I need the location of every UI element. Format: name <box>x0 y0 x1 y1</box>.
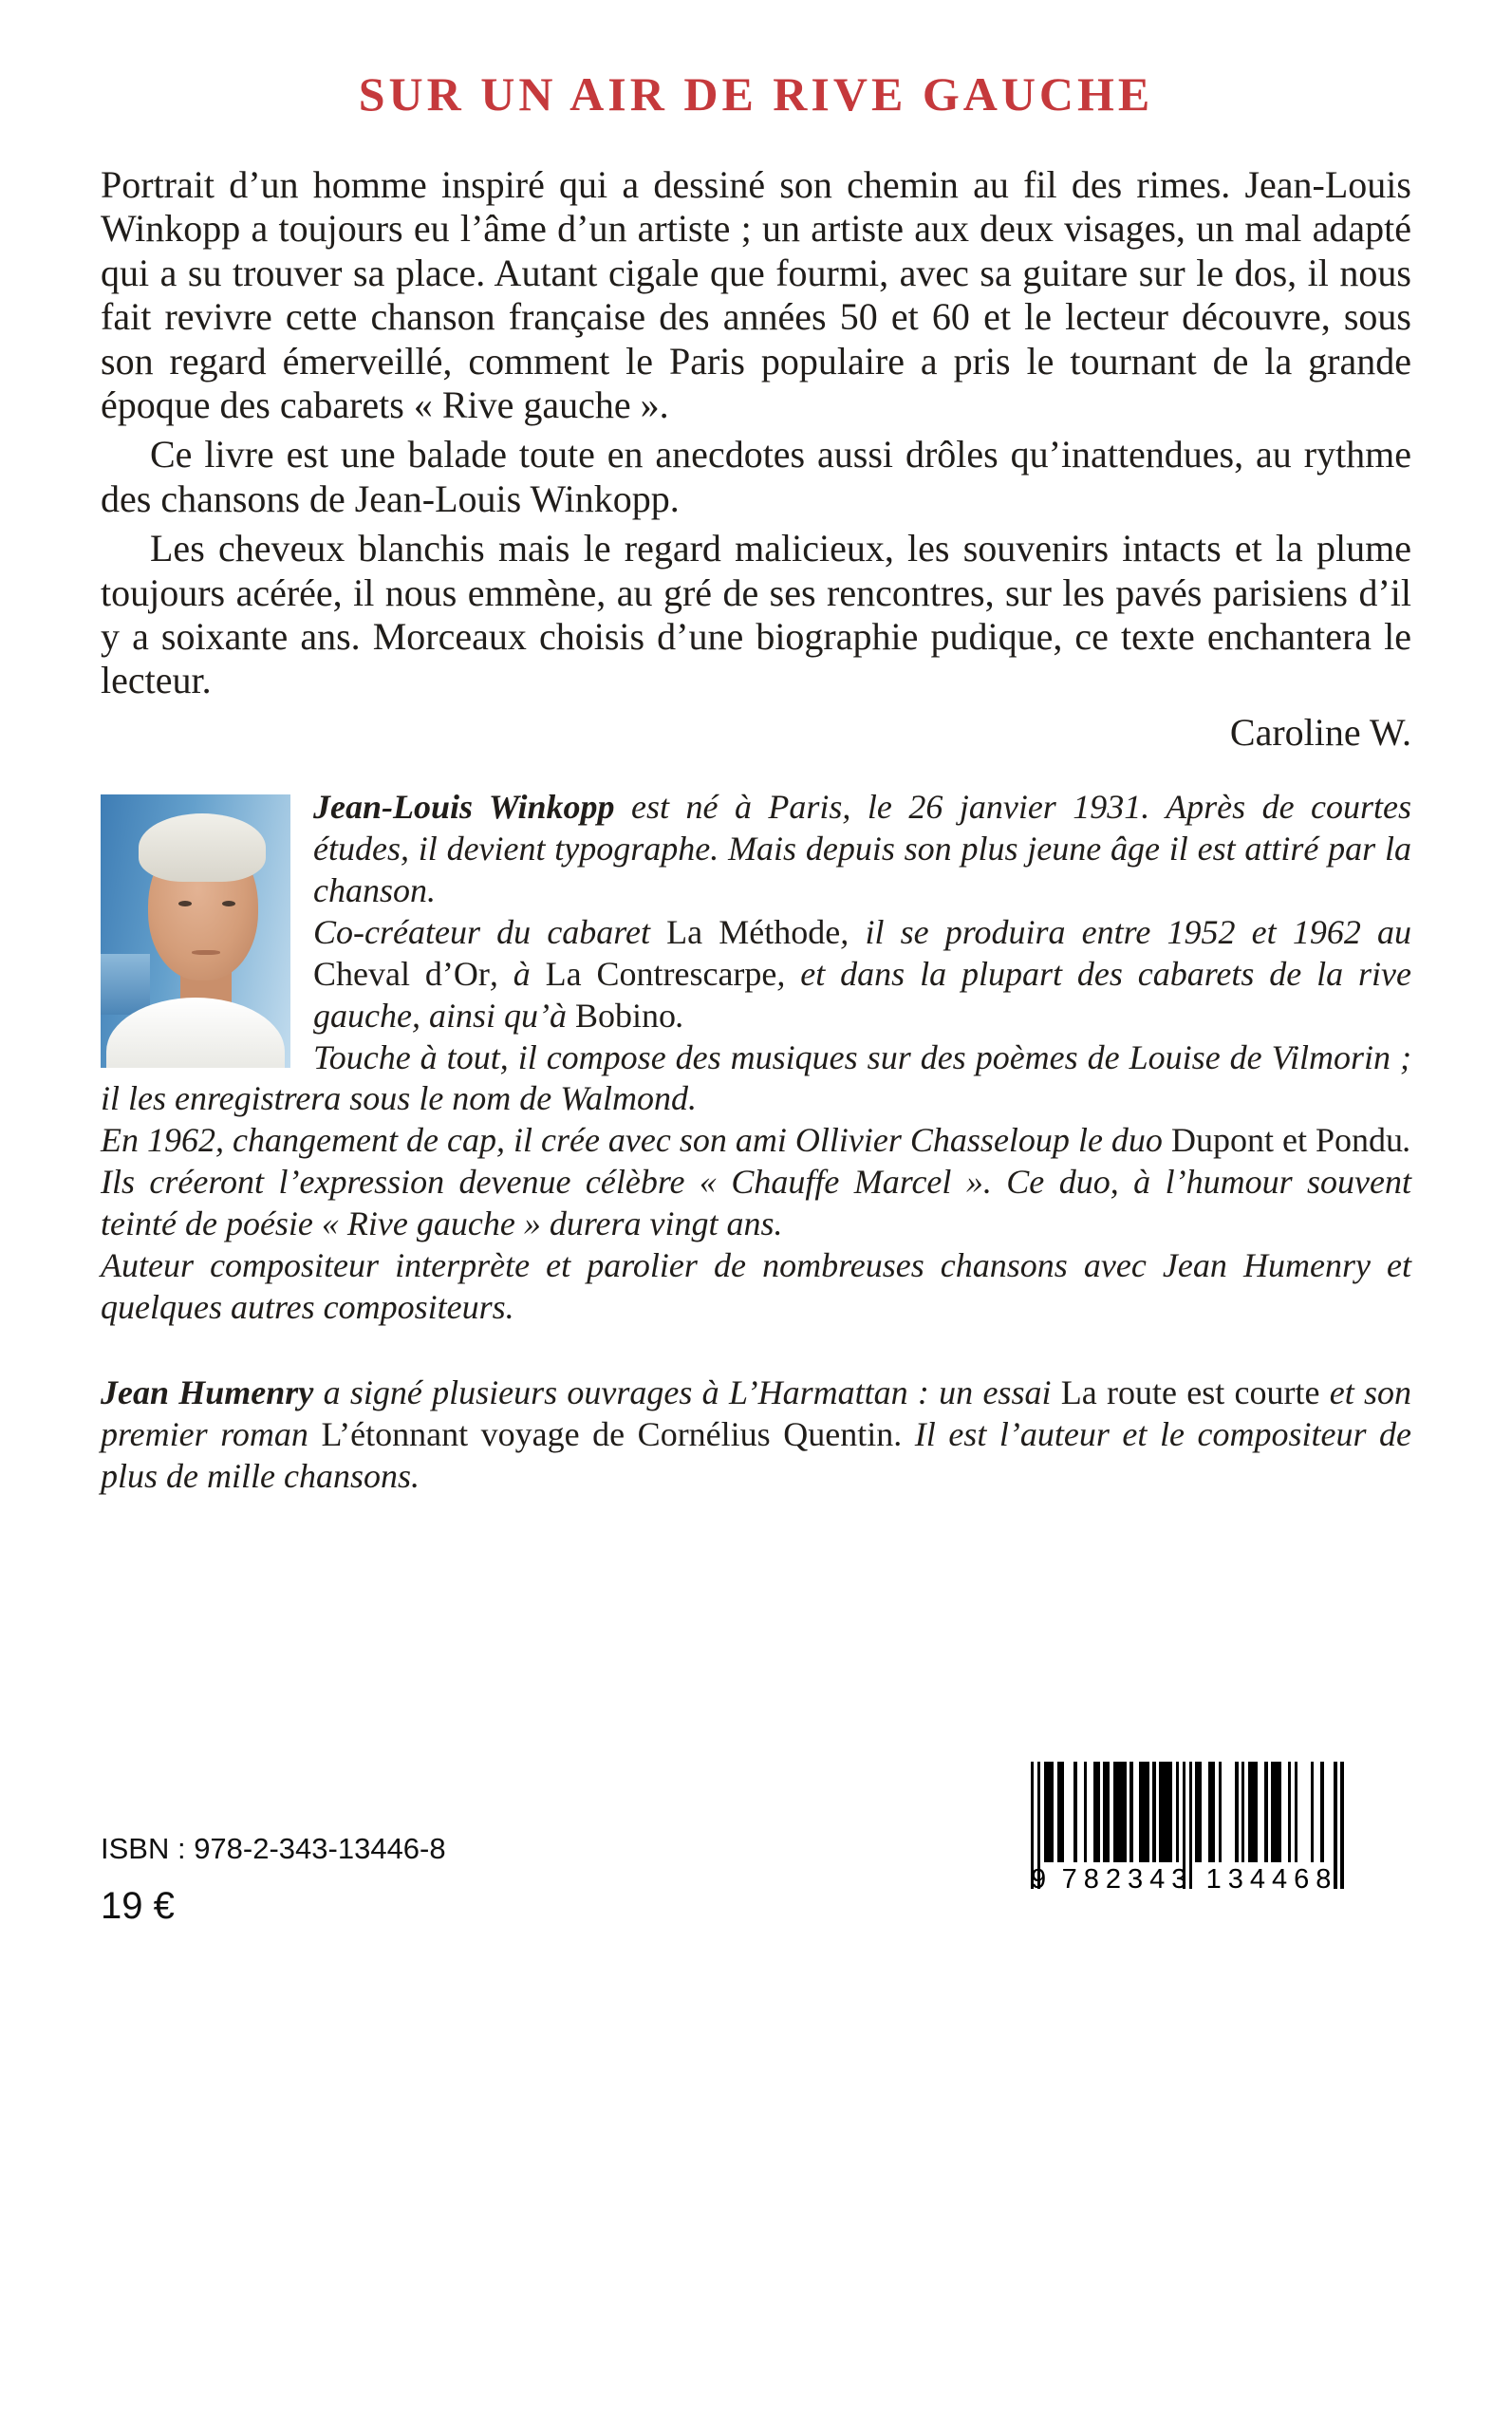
bio-paragraph-2: Co-créateur du cabaret La Méthode, il se produira entre 1952 et 1962 au Cheval d’Or, à La Contrescarpe, et dans la plupart des cabarets de la rive gauche, ainsi qu’à Bobino. <box>313 912 1412 1035</box>
bio-paragraph-5: Auteur compositeur interprète et parolier de nombreuses chansons avec Jean Humenry et quelques autres compositeurs. <box>101 1246 1411 1326</box>
barcode-digits <box>1031 1864 1344 1895</box>
humenry-paragraph: Jean Humenry a signé plusieurs ouvrages à L’Harmattan : un essai La route est courte et son premier roman L’étonnant voyage de Cornélius Quentin. Il est l’auteur et le compositeur de plus de mille chansons. <box>101 1373 1412 1495</box>
photo-hair <box>139 813 266 882</box>
barcode <box>1031 1762 1344 1895</box>
price-text: 19 € <box>101 1885 175 1927</box>
bio-paragraph-4: En 1962, changement de cap, il crée avec son ami Ollivier Chasseloup le duo Dupont et Pondu. Ils créeront l’expression devenue célèbre « Chauffe Marcel ». Ce duo, à l’humour souvent teinté de poésie « Rive gauche » durera vingt ans. <box>101 1121 1411 1243</box>
author-bio <box>101 787 1411 1329</box>
author-photo <box>101 794 290 1068</box>
photo-sea <box>101 954 150 1015</box>
bio-paragraph-3: Touche à tout, il compose des musiques sur des poèmes de Louise de Vilmorin ; il les enregistrera sous le nom de Walmond. <box>101 1037 1411 1118</box>
synopsis-paragraph-1: Portrait d’un homme inspiré qui a dessiné son chemin au fil des rimes. Jean-Louis Winkopp a toujours eu l’âme d’un artiste ; un artiste aux deux visages, un mal adapté qui a su trouver sa place. Autant cigale que fourmi, avec sa guitare sur le dos, il nous fait revivre cette chanson française des années 50 et 60 et le lecteur découvre, sous son regard émerveillé, comment le Paris populaire a pris le tournant de la grande époque des cabarets « Rive gauche ». <box>101 163 1411 426</box>
barcode-digit-lead: 9 <box>1031 1864 1047 1895</box>
barcode-digits-left: 782343 <box>1061 1864 1194 1895</box>
synopsis-signature: Caroline W. <box>1229 710 1411 754</box>
bio-paragraph-1: Jean-Louis Winkopp est né à Paris, le 26 janvier 1931. Après de courtes études, il devient typographe. Mais depuis son plus jeune âge il est attiré par la chanson. <box>313 788 1412 909</box>
isbn-text: ISBN : 978-2-343-13446-8 <box>101 1832 446 1865</box>
synopsis-paragraph-2: Ce livre est une balade toute en anecdotes aussi drôles qu’inattendues, au rythme des chansons de Jean-Louis Winkopp. <box>101 433 1411 520</box>
synopsis <box>101 163 1411 755</box>
barcode-digits-right: 134468 <box>1205 1864 1338 1895</box>
cover-content <box>101 66 1411 1498</box>
humenry-note <box>101 1373 1411 1498</box>
photo-mouth <box>192 950 220 955</box>
synopsis-paragraph-3: Les cheveux blanchis mais le regard malicieux, les souvenirs intacts et la plume toujours acérée, il nous emmène, au gré de ses rencontres, sur les pavés parisiens d’il y a soixante ans. Morceaux choisis d’une biographie pudique, ce texte enchantera le lecteur. <box>101 527 1411 702</box>
page-title: SUR UN AIR DE RIVE GAUCHE <box>358 67 1154 121</box>
